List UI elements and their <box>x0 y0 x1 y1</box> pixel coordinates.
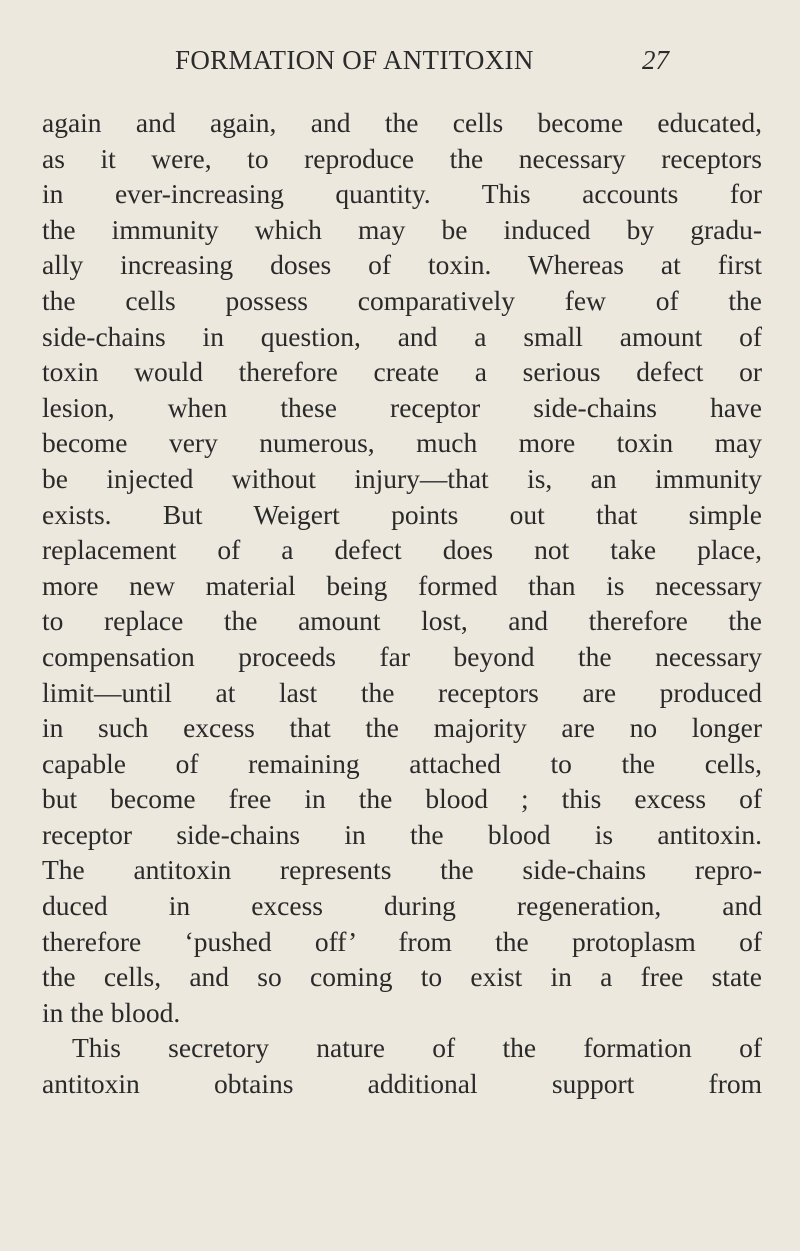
text-line: ally increasing doses of toxin. Whereas at first <box>42 249 762 281</box>
text-line: more new material being formed than is necessary <box>42 569 762 601</box>
text-line: This secretory nature of the formation of <box>72 1032 762 1064</box>
text-line: to replace the amount lost, and therefore the <box>42 605 762 637</box>
text-line: exists. But Weigert points out that simple <box>42 498 762 530</box>
text-line: again and again, and the cells become educated, <box>42 107 762 138</box>
text-line: the immunity which may be induced by gradu- <box>42 213 762 245</box>
text-line: The antitoxin represents the side-chains repro- <box>42 854 762 886</box>
text-line: therefore ‘pushed off’ from the protoplasm of <box>42 925 762 957</box>
running-head: FORMATION OF ANTITOXIN <box>175 45 534 75</box>
text-line: but become free in the blood ; this excess of <box>42 783 762 815</box>
text-line: the cells possess comparatively few of the <box>42 284 762 316</box>
text-line: limit—until at last the receptors are produced <box>42 676 762 708</box>
text-line: the cells, and so coming to exist in a free state <box>42 961 762 993</box>
page-header <box>0 45 800 85</box>
text-line: replacement of a defect does not take place, <box>42 534 762 566</box>
body-text <box>42 105 762 1102</box>
text-line: duced in excess during regeneration, and <box>42 890 762 922</box>
text-line: compensation proceeds far beyond the necessary <box>42 640 762 672</box>
text-line: become very numerous, much more toxin may <box>42 427 762 459</box>
text-line: antitoxin obtains additional support from <box>42 1068 762 1100</box>
text-line: as it were, to reproduce the necessary receptors <box>42 142 762 174</box>
text-line: receptor side-chains in the blood is antitoxin. <box>42 818 762 850</box>
text-line: in ever-increasing quantity. This accounts for <box>42 178 762 210</box>
text-line: toxin would therefore create a serious defect or <box>42 356 762 388</box>
page-number: 27 <box>642 45 669 75</box>
text-line: side-chains in question, and a small amount of <box>42 320 762 352</box>
text-line: in such excess that the majority are no longer <box>42 712 762 744</box>
text-line: capable of remaining attached to the cells, <box>42 747 762 779</box>
text-line: be injected without injury—that is, an immunity <box>42 462 762 494</box>
text-line: lesion, when these receptor side-chains have <box>42 391 762 423</box>
text-line: in the blood. <box>42 996 181 1028</box>
